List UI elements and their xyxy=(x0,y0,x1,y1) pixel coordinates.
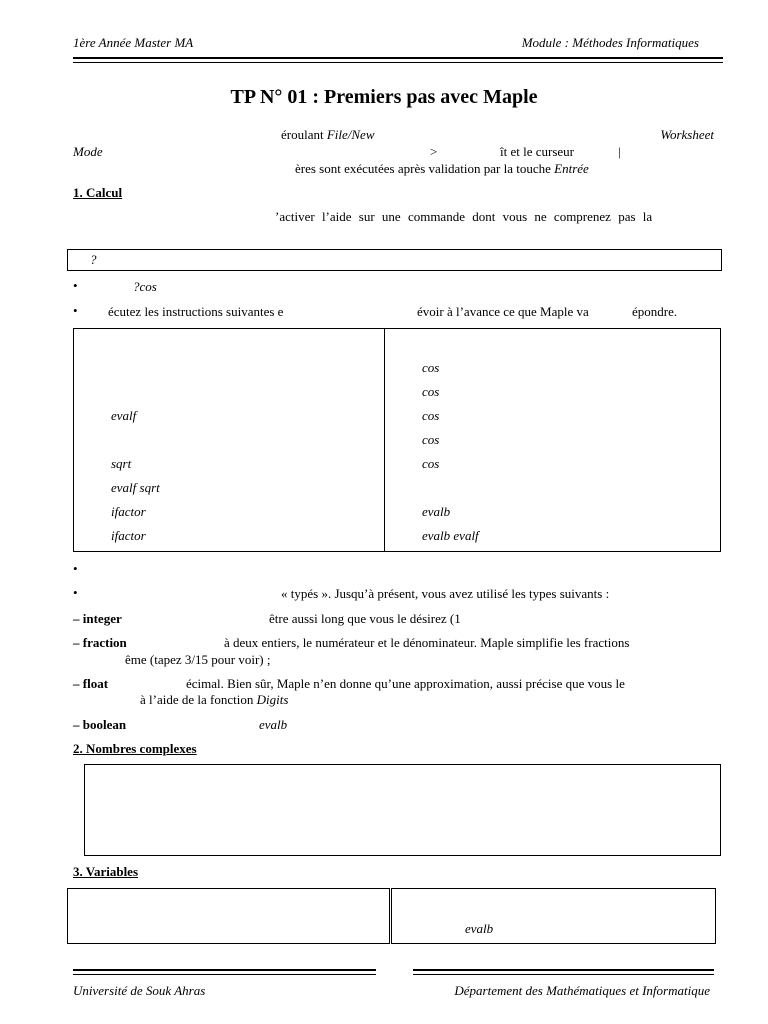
type-integer-desc: être aussi long que vous le désirez (1 xyxy=(269,611,461,626)
type-fraction-name: – fraction xyxy=(73,635,127,650)
footer-rule-left-thick xyxy=(73,969,376,971)
intro-cursor-bar: | xyxy=(618,144,621,159)
type-float-name: – float xyxy=(73,676,109,691)
table-right-cell: cos xyxy=(422,432,440,447)
table-right-cell: evalb evalf xyxy=(422,528,479,543)
type-integer-name: – integer xyxy=(73,611,122,626)
variables-right-cell xyxy=(391,888,716,944)
table-right-cell: cos xyxy=(422,384,440,399)
section1-text: ’activer l’aide sur une commande dont vous ne comprenez pas la xyxy=(275,209,653,224)
section1-heading: 1. Calcul xyxy=(73,185,123,200)
intro-line3: ères sont exécutées après validation par la touche Entrée xyxy=(295,161,589,176)
footer-rule-right-thick xyxy=(413,969,714,971)
type-fraction-desc: à deux entiers, le numérateur et le dénominateur. Maple simplifie les fractions xyxy=(224,635,630,650)
bullet-dot: • xyxy=(73,561,78,576)
bullet1-text: ?cos xyxy=(133,279,157,294)
header-left: 1ère Année Master MA xyxy=(73,35,194,50)
intro-line1-text: éroulant File/New xyxy=(281,127,375,142)
header-rule-thin xyxy=(73,62,723,63)
type-fraction-desc2: ême (tapez 3/15 pour voir) ; xyxy=(125,652,271,667)
footer-rule-right-thin xyxy=(413,974,714,975)
variables-right-text: evalb xyxy=(465,921,494,936)
intro-worksheet: Worksheet xyxy=(660,127,714,142)
table-left-cell: ifactor xyxy=(111,504,146,519)
table-left-cell: evalf xyxy=(111,408,137,423)
complex-numbers-box xyxy=(84,764,721,856)
intro-cursor-text: ît et le curseur xyxy=(500,144,574,159)
type-float-desc: écimal. Bien sûr, Maple n’en donne qu’une approximation, aussi précise que vous le xyxy=(186,676,625,691)
table-right-cell: cos xyxy=(422,360,440,375)
table-right-cell: evalb xyxy=(422,504,451,519)
intro-arrow: > xyxy=(430,144,438,159)
bullet2-text-b: évoir à l’avance ce que Maple va xyxy=(417,304,589,319)
footer-rule-left-thin xyxy=(73,974,376,975)
variables-left-cell xyxy=(67,888,390,944)
header-rule-thick xyxy=(73,57,723,59)
instructions-table-divider xyxy=(384,328,385,552)
bullet-dot: • xyxy=(73,585,78,600)
type-float-desc2: à l’aide de la fonction Digits xyxy=(140,692,289,707)
type-boolean-name: – boolean xyxy=(73,717,127,732)
table-left-cell: sqrt xyxy=(111,456,132,471)
help-box-text: ? xyxy=(90,252,97,267)
bullet4-text: « typés ». Jusqu’à présent, vous avez utilisé les types suivants : xyxy=(281,586,610,601)
section2-heading: 2. Nombres complexes xyxy=(73,741,197,756)
footer-left: Université de Souk Ahras xyxy=(73,983,206,998)
footer-right: Département des Mathématiques et Informatique xyxy=(454,983,710,998)
intro-mode: Mode xyxy=(73,144,103,159)
table-right-cell: cos xyxy=(422,408,440,423)
table-left-cell: evalf sqrt xyxy=(111,480,160,495)
table-right-cell: cos xyxy=(422,456,440,471)
bullet-dot: • xyxy=(73,303,78,318)
header-right: Module : Méthodes Informatiques xyxy=(521,35,699,50)
table-left-cell: ifactor xyxy=(111,528,146,543)
bullet2-text-a: écutez les instructions suivantes e xyxy=(108,304,284,319)
bullet-dot: • xyxy=(73,278,78,293)
page-title: TP N° 01 : Premiers pas avec Maple xyxy=(230,86,538,108)
help-box xyxy=(67,249,722,271)
bullet2-text-c: épondre. xyxy=(632,304,678,319)
section3-heading: 3. Variables xyxy=(73,864,139,879)
type-boolean-desc: evalb xyxy=(259,717,288,732)
instructions-table xyxy=(73,328,721,552)
